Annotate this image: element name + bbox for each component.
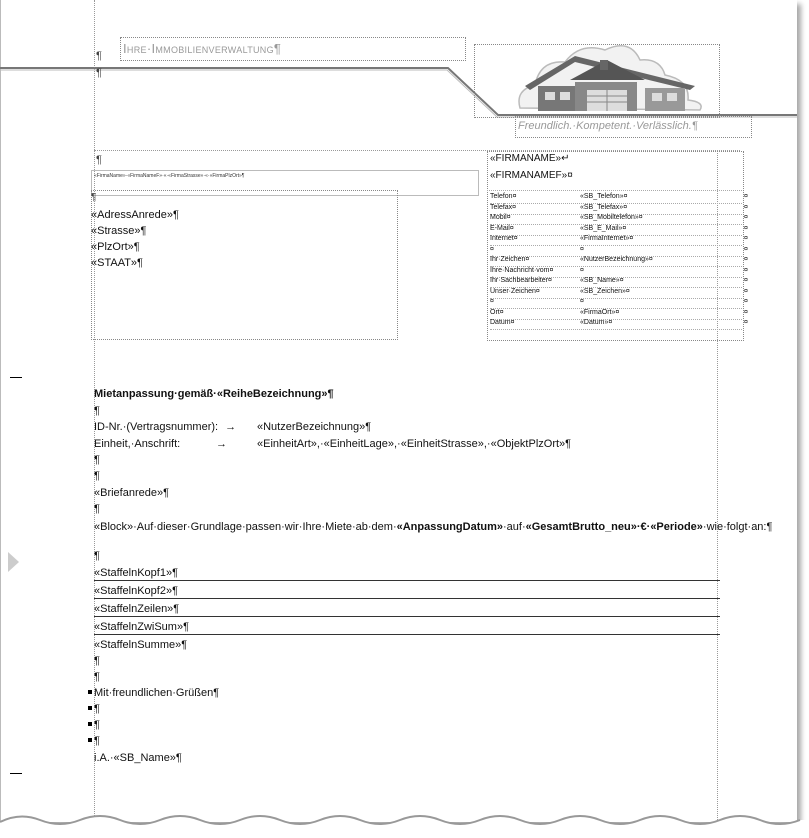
row-end-mark: ¤ [744, 224, 748, 232]
fold-mark-bottom [10, 773, 22, 774]
address-country: «STAAT»¶ [91, 257, 143, 269]
contact-label: Mobil¤ [490, 214, 511, 221]
contact-row [490, 245, 748, 257]
contact-label: Internet¤ [490, 235, 518, 242]
row-end-mark: ¤ [744, 193, 748, 200]
contact-value: «SB_Mobiltelefon»¤ [580, 214, 643, 221]
contact-row [490, 308, 748, 320]
row-end-mark: ¤ [744, 245, 748, 253]
address-pilcrow: ¶ [91, 192, 97, 203]
contact-row [490, 298, 748, 309]
block-text-3: ·wie·folgt·an:¶ [702, 521, 773, 533]
contact-value: «FirmaInternet»¤ [580, 235, 634, 242]
block-period: «Periode» [650, 521, 703, 533]
staffel-zwisum: «StaffelnZwiSum»¶ [94, 621, 189, 633]
row-end-mark: ¤ [744, 256, 748, 263]
address-fields [91, 207, 179, 271]
contact-value: ¤ [580, 266, 584, 274]
contact-value: «SB_Zeichen»¤ [580, 287, 630, 295]
rule-1 [94, 580, 720, 581]
contact-row [490, 193, 748, 204]
contact-row [490, 277, 748, 288]
contact-value: «NutzerBezeichnung»¤ [580, 256, 653, 263]
contact-row [490, 256, 748, 267]
contact-value: «FirmaOrt»¤ [580, 308, 620, 316]
firm-name-f: «FIRMANAMEF»¤ [490, 170, 573, 181]
rule-2 [94, 598, 720, 599]
block-date: «AnpassungDatum» [396, 521, 503, 533]
keep-with-next-mark-4 [88, 738, 92, 742]
pilcrow-3: ¶ [94, 503, 100, 515]
contact-label: Telefon¤ [490, 193, 517, 200]
row-end-mark: ¤ [744, 319, 748, 326]
keep-with-next-mark-2 [88, 706, 92, 710]
fold-mark-top [10, 377, 22, 378]
subject-field: «ReiheBezeichnung»¶ [216, 388, 334, 400]
pilcrow-2: ¶ [94, 470, 100, 482]
pilcrow-9: ¶ [94, 735, 100, 747]
contact-label: ¤ [490, 245, 494, 253]
contact-row [490, 203, 748, 215]
contact-value: ¤ [580, 298, 584, 305]
pilcrow-1: ¶ [94, 454, 100, 466]
subject-prefix: Mietanpassung·gemäß· [94, 388, 217, 400]
contact-row [490, 214, 748, 225]
contact-row [490, 266, 748, 278]
row-end-mark: ¤ [744, 277, 748, 284]
contact-row [490, 224, 748, 236]
row-end-mark: ¤ [744, 266, 748, 274]
signature: i.A.·«SB_Name»¶ [94, 752, 182, 764]
block-amount: «GesamtBrutto_neu»·€· [525, 521, 651, 533]
staffel-kopf2: «StaffelnKopf2»¶ [94, 585, 178, 597]
contact-value: «SB_E_Mail»¤ [580, 224, 627, 232]
block-text-1: «Block»·Auf·dieser·Grundlage·passen·wir·Ihre·Miete·ab·dem· [94, 521, 397, 533]
block-paragraph [94, 519, 773, 536]
keep-with-next-mark-1 [88, 690, 92, 694]
id-value: «NutzerBezeichnung»¶ [257, 421, 372, 433]
row-end-mark: ¤ [744, 235, 748, 242]
firm-info-divider [487, 190, 742, 191]
pilcrow-6: ¶ [94, 671, 100, 683]
contact-label: Ort¤ [490, 308, 504, 316]
contact-label: E-Mail¤ [490, 224, 514, 232]
contact-value: ¤ [580, 245, 584, 253]
id-line [94, 421, 372, 433]
header-pilcrow-1: ¶ [96, 50, 102, 62]
unit-value: «EinheitArt»,·«EinheitLage»,·«EinheitStrasse»,·«ObjektPlzOrt»¶ [257, 438, 572, 450]
header-pilcrow-2: ¶ [96, 67, 102, 79]
company-title: Ihre·Immobilienverwaltung¶ [123, 41, 282, 56]
address-street: «Strasse»¶ [91, 225, 147, 237]
contact-label: Datum¤ [490, 319, 515, 326]
staffel-kopf1: «StaffelnKopf1»¶ [94, 567, 178, 579]
sender-line: «FirmaName»·«FirmaNameF»·«·«FirmaStrasse»·«·«FirmaPlzOrt»¶ [94, 173, 245, 179]
block-text-2: ·auf· [502, 521, 526, 533]
contact-row [490, 319, 748, 330]
subject-line [94, 388, 334, 400]
row-end-mark: ¤ [744, 298, 748, 305]
contact-row [490, 287, 748, 299]
staffel-summe: «StaffelnSumme»¶ [94, 639, 188, 651]
contact-label: Ihr·Zeichen¤ [490, 256, 530, 263]
closing: Mit·freundlichen·Grüßen¶ [94, 687, 220, 699]
firm-name: «FIRMANAME»↵ [490, 153, 570, 164]
staffel-zeilen: «StaffelnZeilen»¶ [94, 603, 180, 615]
punch-mark-triangle [8, 552, 19, 572]
pilcrow-4: ¶ [94, 550, 100, 562]
contact-row [490, 235, 748, 246]
body-start-pilcrow: ¶ [96, 154, 102, 166]
contact-label: ¤ [490, 298, 494, 305]
unit-label: Einheit,·Anschrift: [94, 438, 181, 450]
contact-value: «Datum»¤ [580, 319, 613, 326]
pilcrow-7: ¶ [94, 703, 100, 715]
contact-value: «SB_Telefax»¤ [580, 203, 628, 211]
contact-label: Telefax¤ [490, 203, 517, 211]
pilcrow-5: ¶ [94, 655, 100, 667]
rule-3 [94, 616, 720, 617]
row-end-mark: ¤ [744, 203, 748, 211]
company-title-box [120, 37, 466, 61]
slogan-box [515, 116, 752, 138]
pilcrow-after-subject: ¶ [94, 405, 100, 417]
contact-label: Ihr·Sachbearbeiter¤ [490, 277, 552, 284]
address-zip-city: «PlzOrt»¶ [91, 241, 140, 253]
id-arrow: → [225, 421, 237, 433]
row-end-mark: ¤ [744, 308, 748, 316]
unit-line [94, 438, 572, 450]
unit-arrow: → [216, 438, 227, 450]
torn-page-edge [0, 808, 809, 838]
logo-box [474, 44, 720, 118]
rule-4 [94, 634, 720, 635]
row-end-mark: ¤ [744, 214, 748, 221]
contact-value: «SB_Telefon»¤ [580, 193, 628, 200]
contact-value: «SB_Name»¤ [580, 277, 624, 284]
slogan: Freundlich.·Kompetent.·Verlässlich.¶ [518, 120, 698, 132]
contact-label: Unser·Zeichen¤ [490, 287, 540, 295]
id-label: ID-Nr.·(Vertragsnummer): [94, 421, 219, 433]
keep-with-next-mark-3 [88, 722, 92, 726]
salutation: «Briefanrede»¶ [94, 487, 170, 499]
row-end-mark: ¤ [744, 287, 748, 295]
pilcrow-8: ¶ [94, 719, 100, 731]
contact-label: Ihre·Nachricht·vom¤ [490, 266, 554, 274]
address-salutation: «AdressAnrede»¶ [91, 209, 179, 221]
